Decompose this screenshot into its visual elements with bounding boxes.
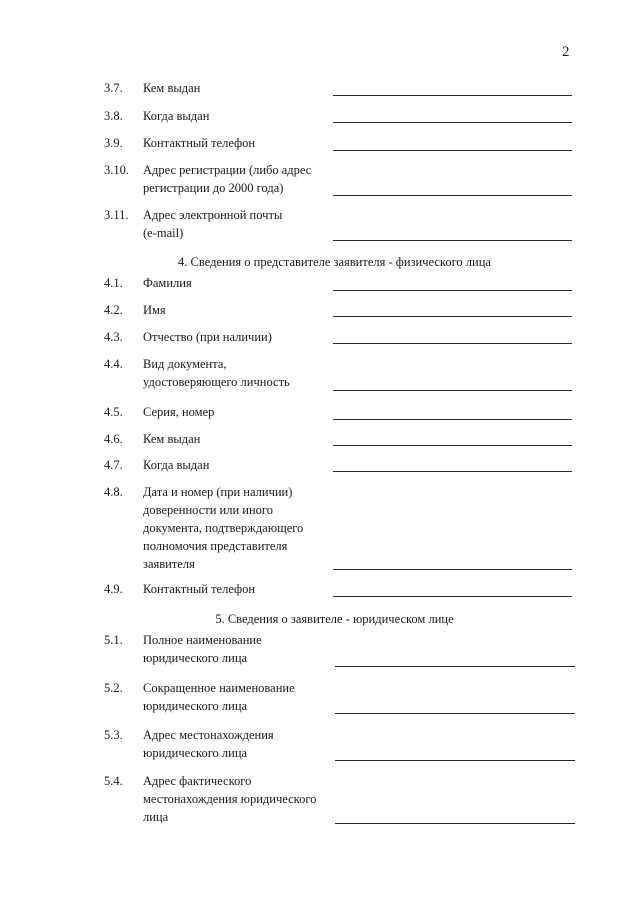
label-line: юридического лица xyxy=(143,651,248,665)
answer-blank-4-1[interactable] xyxy=(333,290,572,291)
item-label xyxy=(143,403,333,421)
label-line: Когда выдан xyxy=(143,458,210,472)
label-line: Кем выдан xyxy=(143,81,201,95)
label-line: лица xyxy=(143,810,169,824)
item-number: 4.5. xyxy=(104,405,123,419)
item-label xyxy=(143,679,333,715)
label-line: полномочия представителя xyxy=(143,539,288,553)
item-number: 5.4. xyxy=(104,774,123,788)
item-number: 3.8. xyxy=(104,109,123,123)
answer-blank-3-11[interactable] xyxy=(333,240,572,241)
label-line: Адрес электронной почты xyxy=(143,208,283,222)
answer-blank-4-7[interactable] xyxy=(333,471,572,472)
item-number: 4.9. xyxy=(104,582,123,596)
item-number: 5.1. xyxy=(104,633,123,647)
item-label xyxy=(143,580,333,598)
item-label xyxy=(143,134,333,152)
answer-blank-3-7[interactable] xyxy=(333,95,572,96)
item-label xyxy=(143,456,333,474)
item-label xyxy=(143,206,333,242)
answer-blank-3-10[interactable] xyxy=(333,195,572,196)
label-line: документа, подтверждающего xyxy=(143,521,304,535)
answer-blank-4-4[interactable] xyxy=(333,390,572,391)
answer-blank-3-9[interactable] xyxy=(333,150,572,151)
label-line: Контактный телефон xyxy=(143,136,256,150)
label-line: Вид документа, xyxy=(143,357,227,371)
answer-blank-5-3[interactable] xyxy=(335,760,575,761)
label-line: Сокращенное наименование xyxy=(143,681,295,695)
label-line: регистрации до 2000 года) xyxy=(143,181,284,195)
answer-blank-4-8[interactable] xyxy=(333,569,572,570)
answer-blank-4-3[interactable] xyxy=(333,343,572,344)
label-line: местонахождения юридического xyxy=(143,792,317,806)
page-number: 2 xyxy=(562,44,570,60)
label-line: Адрес местонахождения xyxy=(143,728,274,742)
label-line: Контактный телефон xyxy=(143,582,256,596)
item-number: 4.6. xyxy=(104,432,123,446)
item-number: 5.2. xyxy=(104,681,123,695)
answer-blank-3-8[interactable] xyxy=(333,122,572,123)
label-line: Полное наименование xyxy=(143,633,262,647)
label-line: Имя xyxy=(143,303,166,317)
item-label xyxy=(143,430,333,448)
label-line: Адрес регистрации (либо адрес xyxy=(143,163,312,177)
item-number: 4.2. xyxy=(104,303,123,317)
label-line: Серия, номер xyxy=(143,405,215,419)
answer-blank-4-5[interactable] xyxy=(333,419,572,420)
item-label xyxy=(143,107,333,125)
label-line: Фамилия xyxy=(143,276,192,290)
item-number: 3.10. xyxy=(104,163,129,177)
item-label xyxy=(143,161,333,197)
label-line: Отчество (при наличии) xyxy=(143,330,272,344)
item-number: 4.3. xyxy=(104,330,123,344)
label-line: Дата и номер (при наличии) xyxy=(143,485,293,499)
section-4-heading: 4. Сведения о представителе заявителя - физического лица xyxy=(178,255,491,269)
label-line: удостоверяющего личность xyxy=(143,375,290,389)
item-label xyxy=(143,79,333,97)
label-line: юридического лица xyxy=(143,746,248,760)
item-label xyxy=(143,274,333,292)
item-number: 5.3. xyxy=(104,728,123,742)
item-number: 3.9. xyxy=(104,136,123,150)
item-label xyxy=(143,726,333,762)
item-label xyxy=(143,355,333,391)
answer-blank-4-9[interactable] xyxy=(333,596,572,597)
item-number: 3.11. xyxy=(104,208,129,222)
answer-blank-4-2[interactable] xyxy=(333,316,572,317)
item-number: 4.7. xyxy=(104,458,123,472)
item-label xyxy=(143,631,333,667)
section-5-heading: 5. Сведения о заявителе - юридическом лице xyxy=(215,612,454,626)
label-line: заявителя xyxy=(143,557,195,571)
label-line: (e-mail) xyxy=(143,226,184,240)
item-number: 4.1. xyxy=(104,276,123,290)
item-number: 3.7. xyxy=(104,81,123,95)
answer-blank-5-4[interactable] xyxy=(335,823,575,824)
answer-blank-5-1[interactable] xyxy=(335,666,575,667)
item-number: 4.8. xyxy=(104,485,123,499)
item-label xyxy=(143,483,333,573)
label-line: юридического лица xyxy=(143,699,248,713)
item-label xyxy=(143,328,333,346)
label-line: Кем выдан xyxy=(143,432,201,446)
answer-blank-4-6[interactable] xyxy=(333,445,572,446)
item-number: 4.4. xyxy=(104,357,123,371)
item-label xyxy=(143,772,333,826)
label-line: Когда выдан xyxy=(143,109,210,123)
label-line: доверенности или иного xyxy=(143,503,273,517)
item-label xyxy=(143,301,333,319)
answer-blank-5-2[interactable] xyxy=(335,713,575,714)
label-line: Адрес фактического xyxy=(143,774,252,788)
